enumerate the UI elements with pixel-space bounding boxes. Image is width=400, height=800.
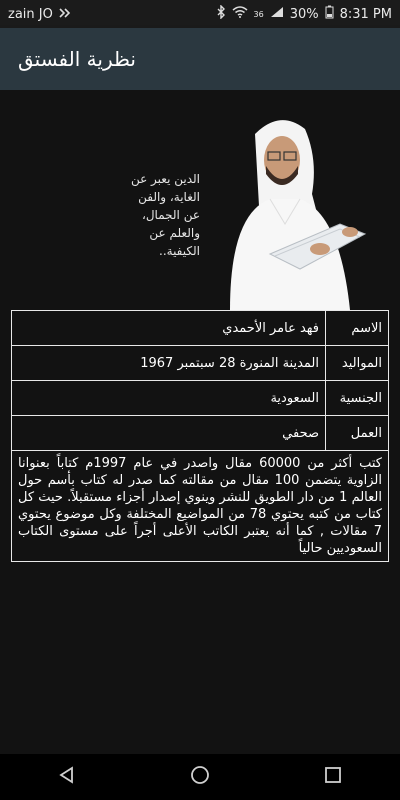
- back-button[interactable]: [47, 757, 87, 797]
- back-triangle-icon: [58, 766, 76, 788]
- app-title: نظرية الفستق: [18, 47, 136, 71]
- birth-label: المواليد: [326, 346, 389, 381]
- network-type-label: 36: [253, 9, 264, 19]
- bluetooth-icon: [216, 5, 226, 23]
- signal-icon: [270, 6, 284, 22]
- table-row-name: [12, 311, 389, 346]
- recents-button[interactable]: [313, 757, 353, 797]
- table-row-description: [12, 451, 389, 562]
- table-row-work: [12, 416, 389, 451]
- home-circle-icon: [190, 765, 210, 789]
- work-value: صحفي: [12, 416, 326, 451]
- bio-description: كتب أكثر من 60000 مقال واصدر في عام 1997م كتاباً بعنوانا الزاوية يتضمن 100 مقال من مقالته كما صدر له كتاب بأسم حول العالم 1 من دار الطويق للنشر وينوي إصدار أجزاء مستقبلاً. حيث كل كتاب من كتبه يحتوي 78 من المواضيع المختلفة وكل موضوع يحتوي 7 مقالات , كما أنه يعتبر الكاتب الأعلى أجراً على مستوى الكتاب السعوديين حالياً: [12, 451, 389, 562]
- sim-arrows-icon: [59, 7, 73, 22]
- main-content[interactable]: [0, 90, 400, 754]
- carrier-label: zain JO: [8, 6, 53, 22]
- recents-square-icon: [324, 766, 342, 788]
- nationality-value: السعودية: [12, 381, 326, 416]
- home-button[interactable]: [180, 757, 220, 797]
- author-quote: الدين يعبر عن الغاية، والفن عن الجمال، والعلم عن الكيفية..: [130, 172, 200, 258]
- battery-icon: [325, 5, 334, 23]
- app-bar: [0, 28, 400, 90]
- bio-table: [11, 310, 389, 562]
- author-portrait: [200, 104, 370, 310]
- name-value: فهد عامر الأحمدي: [12, 311, 326, 346]
- time-label: 8:31 PM: [339, 6, 392, 22]
- status-bar: [0, 0, 400, 28]
- table-row-birth: [12, 346, 389, 381]
- wifi-icon: [232, 6, 248, 22]
- table-row-nationality: [12, 381, 389, 416]
- work-label: العمل: [326, 416, 389, 451]
- nationality-label: الجنسية: [326, 381, 389, 416]
- birth-value: المدينة المنورة 28 سبتمبر 1967: [12, 346, 326, 381]
- system-nav-bar: [0, 754, 400, 800]
- name-label: الاسم: [326, 311, 389, 346]
- battery-label: 30%: [289, 6, 319, 22]
